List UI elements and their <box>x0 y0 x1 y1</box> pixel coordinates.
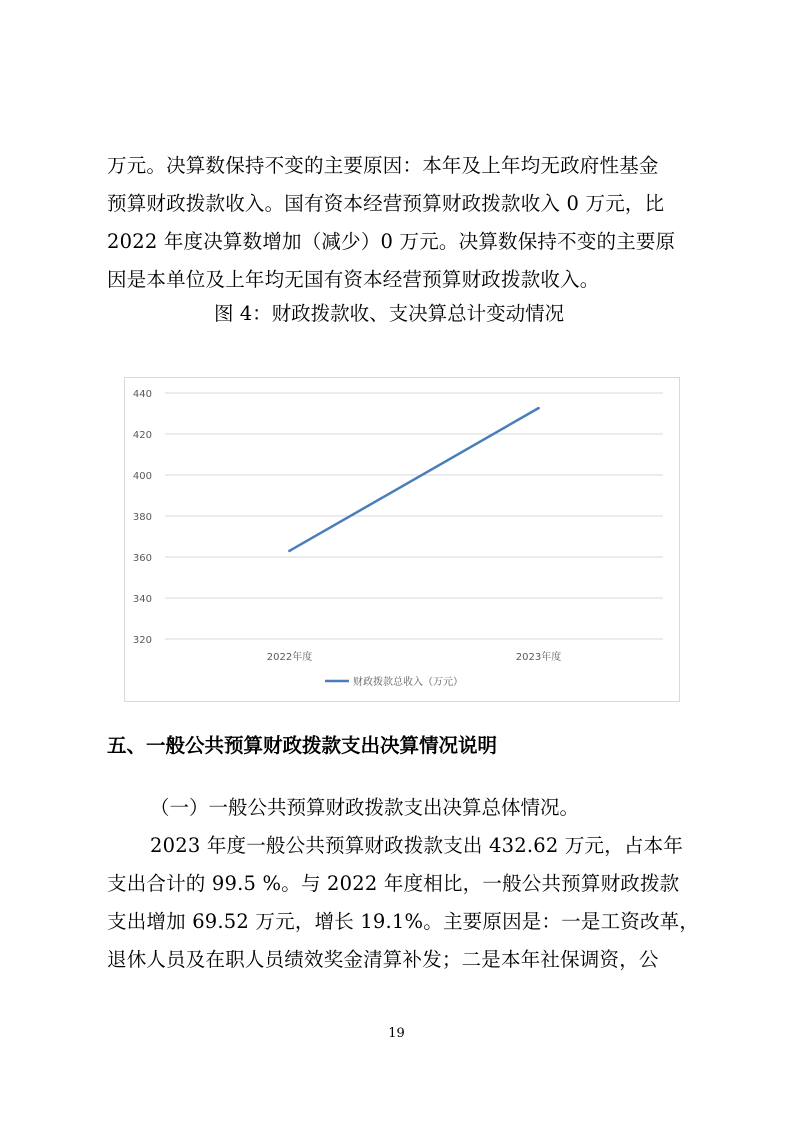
body-line: 因是本单位及上年均无国有资本经营预算财政拨款收入。 <box>107 268 600 291</box>
figure-caption: 图 4：财政拨款收、支决算总计变动情况 <box>214 302 565 325</box>
body-line: 2022 年度决算数增加（减少）0 万元。决算数保持不变的主要原 <box>107 230 676 253</box>
para-line: 支出合计的 99.5 %。与 2022 年度相比，一般公共预算财政拨款 <box>107 872 680 895</box>
y-tick-label: 340 <box>132 594 152 605</box>
y-tick-label: 400 <box>132 471 152 482</box>
body-line: 预算财政拨款收入。国有资本经营预算财政拨款收入 0 万元，比 <box>107 192 665 215</box>
subsection-title: （一）一般公共预算财政拨款支出决算总体情况。 <box>150 796 580 819</box>
y-tick-label: 320 <box>132 635 152 646</box>
x-tick-label: 2023年度 <box>515 652 562 663</box>
data-point <box>288 550 291 553</box>
legend-label: 财政拨款总收入（万元） <box>353 677 463 688</box>
y-tick-label: 380 <box>132 512 152 523</box>
chart-svg <box>125 378 679 701</box>
series-line <box>290 408 539 551</box>
line-chart <box>124 377 680 702</box>
para-line: 2023 年度一般公共预算财政拨款支出 432.62 万元，占本年 <box>150 834 684 857</box>
section-heading: 五、一般公共预算财政拨款支出决算情况说明 <box>107 734 498 757</box>
y-tick-label: 420 <box>132 430 152 441</box>
y-tick-label: 440 <box>132 389 152 400</box>
y-tick-label: 360 <box>132 553 152 564</box>
body-line: 万元。决算数保持不变的主要原因：本年及上年均无政府性基金 <box>107 154 659 177</box>
data-point <box>537 407 540 410</box>
x-tick-label: 2022年度 <box>266 652 313 663</box>
para-line: 退休人员及在职人员绩效奖金清算补发；二是本年社保调资，公 <box>107 948 659 971</box>
para-line: 支出增加 69.52 万元，增长 19.1%。主要原因是：一是工资改革， <box>107 910 700 933</box>
page-number: 19 <box>388 1026 405 1041</box>
